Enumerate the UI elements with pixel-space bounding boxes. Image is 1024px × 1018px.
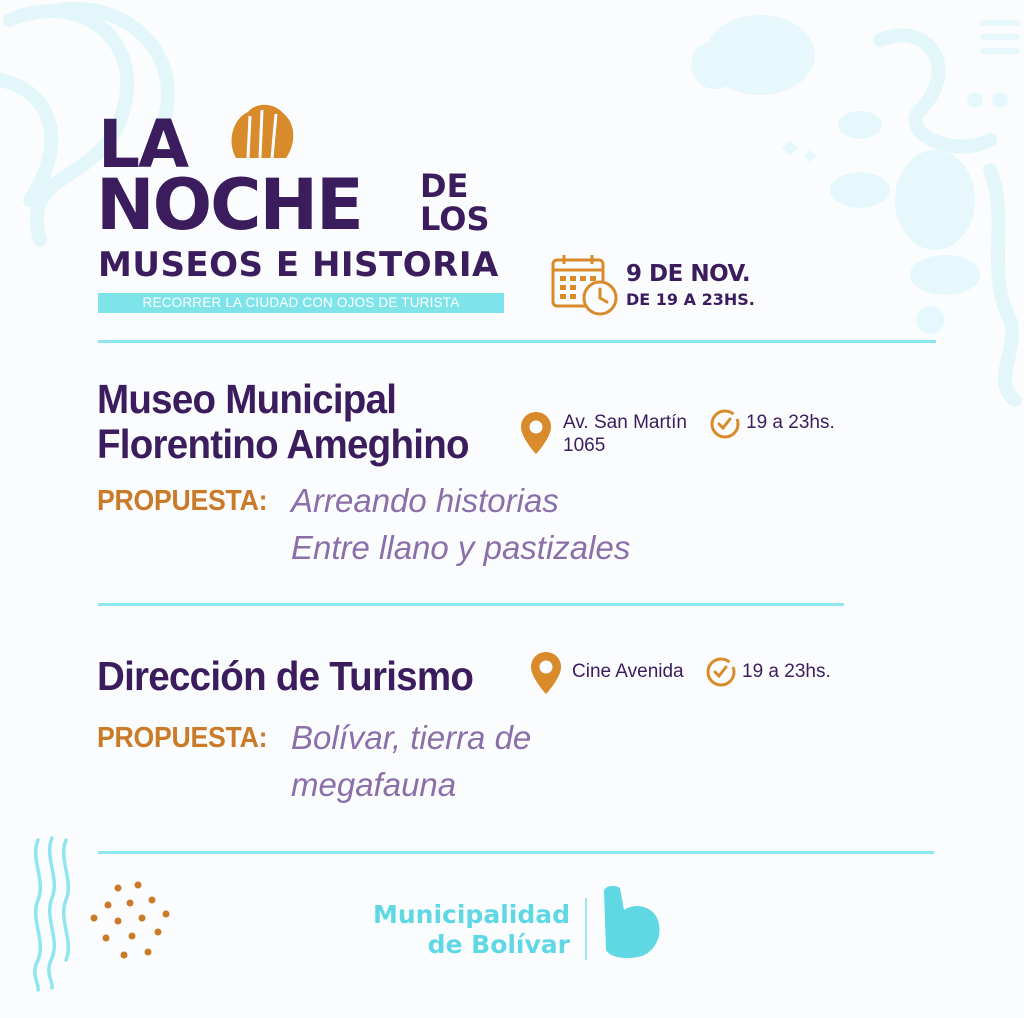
shell-icon — [226, 100, 296, 160]
venue-1-hours: 19 a 23hs. — [746, 412, 835, 433]
venue-1-proposal-line2: Entre llano y pastizales — [291, 529, 631, 566]
venue-1-proposal-line1: Arreando historias — [291, 482, 559, 519]
location-pin-icon — [529, 650, 563, 696]
venue-2-name: Dirección de Turismo — [97, 653, 474, 699]
tagline: RECORRER LA CIUDAD CON OJOS DE TURISTA — [98, 293, 504, 313]
clock-icon — [709, 408, 741, 440]
venue-2-address: Cine Avenida — [572, 661, 684, 682]
title-museos: MUSEOS E HISTORIA — [98, 245, 499, 285]
location-pin-icon — [519, 410, 553, 456]
venue-1-address-line1: Av. San Martín — [563, 412, 687, 433]
event-date: 9 DE NOV. — [626, 261, 751, 287]
divider — [98, 603, 844, 606]
title-los: LOS — [420, 200, 490, 238]
venue-1-address-line2: 1065 — [563, 435, 606, 456]
venue-1-name-line1: Museo Municipal — [97, 376, 397, 422]
divider — [98, 851, 934, 854]
municipality-b-logo — [598, 884, 664, 960]
clock-icon — [705, 656, 737, 688]
divider — [98, 340, 936, 343]
calendar-clock-icon — [550, 252, 620, 318]
venue-2-proposal-line2: megafauna — [291, 766, 457, 803]
venue-2-hours: 19 a 23hs. — [742, 661, 831, 682]
venue-2-proposal-label: PROPUESTA: — [97, 722, 268, 754]
title-noche: NOCHE — [96, 164, 362, 246]
event-hours: DE 19 A 23HS. — [626, 290, 755, 309]
title-la: LA — [98, 106, 188, 183]
logo-line1: Municipalidad — [373, 900, 570, 929]
logo-separator — [585, 898, 587, 960]
venue-1-name-line2: Florentino Ameghino — [97, 421, 469, 467]
venue-1-proposal-label: PROPUESTA: — [97, 485, 268, 517]
title-de: DE — [420, 167, 469, 205]
logo-line2: de Bolívar — [427, 930, 570, 959]
venue-2-proposal-line1: Bolívar, tierra de — [291, 719, 532, 756]
